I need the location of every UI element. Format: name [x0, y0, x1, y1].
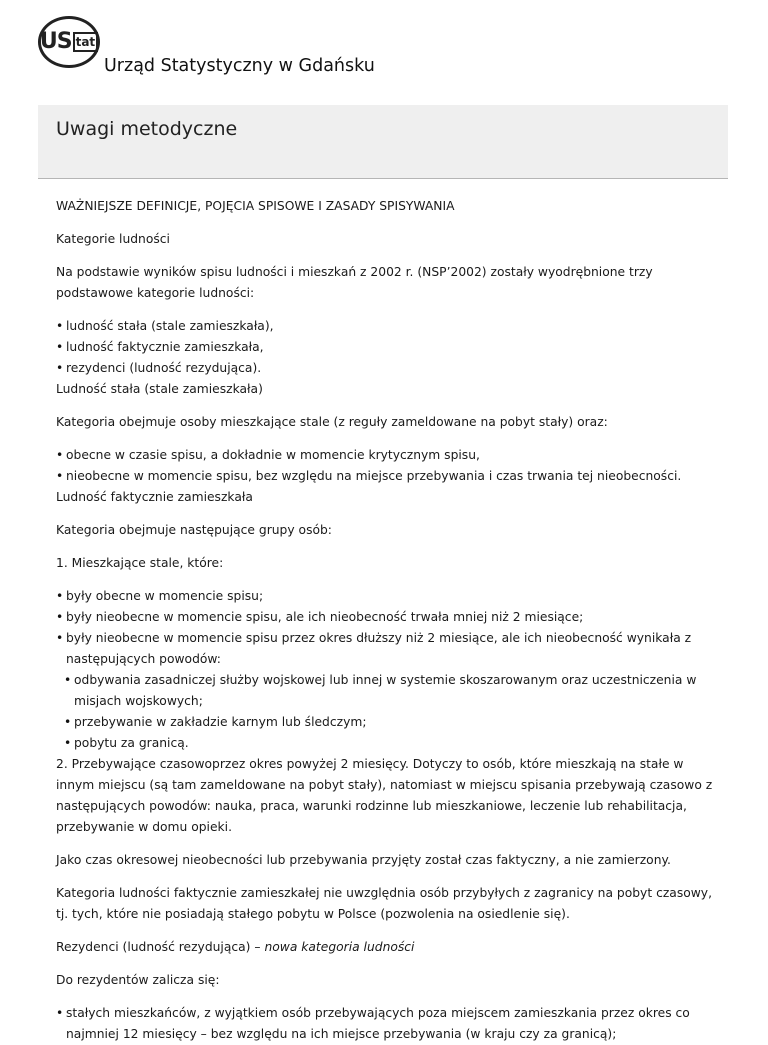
organization-name: Urząd Statystyczny w Gdańsku	[104, 56, 375, 76]
categories-list	[56, 316, 716, 379]
list-item: • rezydenci (ludność rezydująca).	[56, 358, 716, 379]
group1-nested-list	[64, 670, 716, 754]
list-item: • były nieobecne w momencie spisu przez okres dłuższy niż 2 miesiące, ale ich nieobecność wynikała z następujących powodów:	[56, 628, 716, 670]
list-item: • stałych mieszkańców, z wyjątkiem osób przebywających poza miejscem zamieszkania przez okres co najmniej 12 miesięcy – bez względu na ich miejsce przebywania (w kraju czy za granicą);	[56, 1003, 716, 1045]
subsection-title: Ludność faktycznie zamieszkała	[56, 490, 253, 504]
list-item: • ludność faktycznie zamieszkała,	[56, 337, 716, 358]
intro-paragraph: Na podstawie wyników spisu ludności i mieszkań z 2002 r. (NSP’2002) zostały wyodrębnione trzy podstawowe kategorie ludności:	[56, 265, 653, 300]
paragraph: Kategoria obejmuje osoby mieszkające stale (z reguły zameldowane na pobyt stały) oraz:	[56, 415, 608, 429]
list-item: • ludność stała (stale zamieszkała),	[56, 316, 716, 337]
main-heading: WAŻNIEJSZE DEFINICJE, POJĘCIA SPISOWE I ZASADY SPISYWANIA	[56, 199, 455, 213]
rezydenci-list	[56, 1003, 716, 1045]
list-item: • były obecne w momencie spisu;	[56, 586, 716, 607]
list-item: • nieobecne w momencie spisu, bez względu na miejsce przebywania i czas trwania tej nieobecności.	[56, 466, 716, 487]
paragraph: 2. Przebywające czasowoprzez okres powyżej 2 miesięcy. Dotyczy to osób, które mieszkają na stałe w innym miejscu (są tam zameldowane na pobyt stały), natomiast w miejscu spisania przebywają czasowo z następujących powodów: nauka, praca, warunki rodzinne lub mieszkaniowe, leczenie lub rehabilitacja, przebywanie w domu opieki.	[56, 757, 713, 834]
page-title: Uwagi metodyczne	[56, 118, 238, 140]
list-item: • odbywania zasadniczej służby wojskowej lub innej w systemie skoszarowanym oraz uczestniczenia w misjach wojskowych;	[64, 670, 716, 712]
paragraph: Kategoria obejmuje następujące grupy osób:	[56, 523, 332, 537]
section-title: Kategorie ludności	[56, 232, 170, 246]
stala-list	[56, 445, 716, 487]
paragraph: 1. Mieszkające stale, które:	[56, 556, 224, 570]
paragraph: Jako czas okresowej nieobecności lub przebywania przyjęty został czas faktyczny, a nie zamierzony.	[56, 853, 671, 867]
list-item: • obecne w czasie spisu, a dokładnie w momencie krytycznym spisu,	[56, 445, 716, 466]
ustat-logo[interactable]	[38, 16, 100, 68]
subsection-title: Ludność stała (stale zamieszkała)	[56, 382, 263, 396]
italic-note: nowa kategoria ludności	[264, 940, 415, 954]
list-item: • pobytu za granicą.	[64, 733, 716, 754]
group1-list	[56, 586, 716, 670]
document-content	[56, 196, 716, 1045]
paragraph: Do rezydentów zalicza się:	[56, 973, 220, 987]
subsection-title: Rezydenci (ludność rezydująca) – nowa kategoria ludności	[56, 940, 415, 954]
page-header	[0, 0, 768, 104]
list-item: • przebywanie w zakładzie karnym lub śledczym;	[64, 712, 716, 733]
logo-mark: US tat	[40, 31, 98, 53]
paragraph: Kategoria ludności faktycznie zamieszkałej nie uwzględnia osób przybyłych z zagranicy na pobyt czasowy, tj. tych, które nie posiadają stałego pobytu w Polsce (pozwolenia na osiedlenie się).	[56, 886, 712, 921]
list-item: • były nieobecne w momencie spisu, ale ich nieobecność trwała mniej niż 2 miesiące;	[56, 607, 716, 628]
title-band	[38, 105, 728, 179]
